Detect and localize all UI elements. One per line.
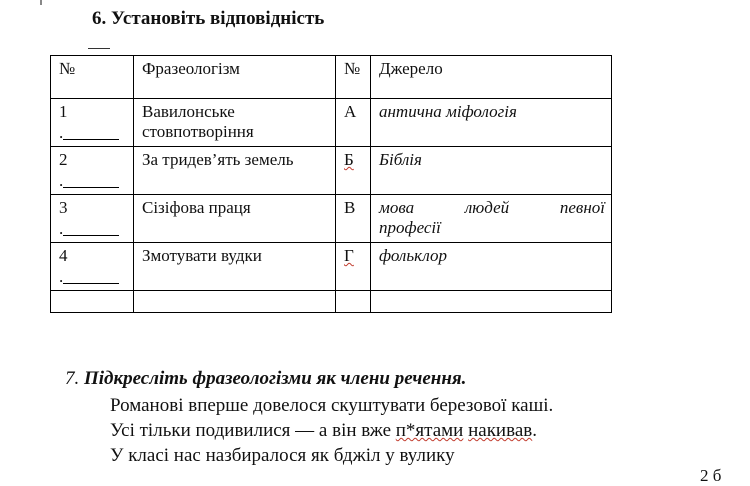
row-letter (336, 147, 371, 195)
header-source: Джерело (371, 56, 612, 99)
row-num-cell (51, 243, 134, 291)
header-phrase: Фразеологізм (134, 56, 336, 99)
row-source: Біблія (371, 147, 612, 195)
row-num: 4 (59, 246, 68, 265)
row-letter-text: Г (344, 246, 354, 265)
row-num-cell (51, 195, 134, 243)
table-row (51, 99, 612, 147)
empty-cell (336, 291, 371, 313)
row-source-line2: професії (379, 218, 441, 237)
title-rule (88, 48, 110, 49)
row-num-dot: . (59, 171, 64, 190)
row-phrase: Сізіфова праця (134, 195, 336, 243)
sentence-2-part: . (532, 420, 537, 441)
row-source-word: людей (464, 198, 510, 217)
sentence-1[interactable]: Романові вперше довелося скуштувати березової каші. (110, 395, 554, 416)
answer-blank-2[interactable] (63, 187, 119, 188)
spellcheck-word: п*ятами (395, 420, 464, 441)
task7-number: 7. (65, 368, 80, 389)
row-letter-text: Б (344, 150, 354, 169)
sentence-3[interactable]: У класі нас назбиралося як бджіл у вулику (110, 445, 455, 466)
row-letter (336, 243, 371, 291)
task7-title (65, 368, 466, 390)
row-letter: В (336, 195, 371, 243)
row-phrase: За тридев’ять земель (134, 147, 336, 195)
answer-blank-4[interactable] (63, 283, 119, 284)
table-row (51, 243, 612, 291)
empty-cell (371, 291, 612, 313)
empty-cell (51, 291, 134, 313)
row-num-cell (51, 99, 134, 147)
row-num-dot: . (59, 123, 64, 142)
header-letter: № (336, 56, 371, 99)
row-num-cell (51, 147, 134, 195)
table-row (51, 195, 612, 243)
sentence-2[interactable] (110, 420, 537, 442)
row-source-word: мова (379, 198, 415, 217)
row-phrase: Змотувати вудки (134, 243, 336, 291)
table-empty-row (51, 291, 612, 313)
row-num-dot: . (59, 219, 64, 238)
matching-table (50, 55, 612, 313)
row-source: фольклор (371, 243, 612, 291)
sentence-2-part: Усі тільки подивилися — а він вже (110, 420, 396, 441)
row-source: антична міфологія (371, 99, 612, 147)
row-num: 2 (59, 150, 68, 169)
task6-title: 6. Установіть відповідність (92, 8, 325, 29)
spellcheck-word: накивав (468, 420, 533, 441)
row-letter: А (336, 99, 371, 147)
score-mark: 2 б (700, 466, 722, 485)
corner-mark (40, 0, 42, 5)
table-header-row (51, 56, 612, 99)
row-source (371, 195, 612, 243)
header-num: № (51, 56, 134, 99)
row-source-word: певної (559, 198, 605, 217)
row-source-line1 (379, 198, 605, 218)
answer-blank-1[interactable] (63, 139, 119, 140)
row-phrase: Вавилонське стовпотворіння (134, 99, 336, 147)
empty-cell (134, 291, 336, 313)
task7-title-text: Підкресліть фразеологізми як члени речення. (84, 368, 467, 389)
table-row (51, 147, 612, 195)
row-num: 1 (59, 102, 68, 121)
answer-blank-3[interactable] (63, 235, 119, 236)
row-num-dot: . (59, 267, 64, 286)
row-num: 3 (59, 198, 68, 217)
